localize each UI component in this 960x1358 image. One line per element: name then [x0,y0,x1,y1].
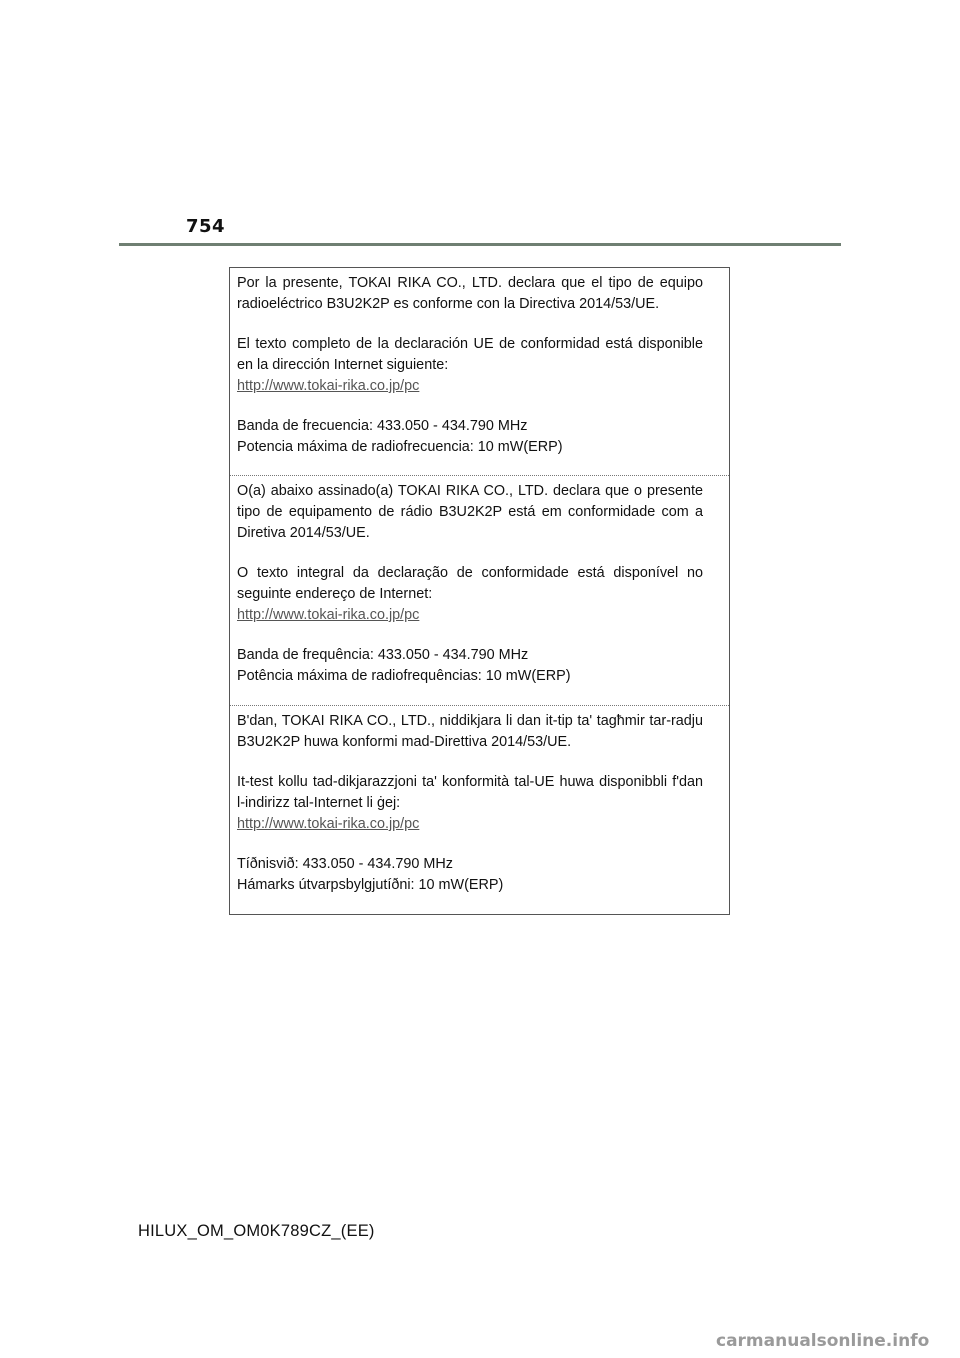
spec-block [237,416,703,458]
declaration-link[interactable]: http://www.tokai-rika.co.jp/pc [237,378,420,394]
declaration-text: B'dan, TOKAI RIKA CO., LTD., niddikjara li dan it-tip ta' tagħmir tar-radju B3U2K2P huwa konformi mad-Direttiva 2014/53/UE. [237,713,703,750]
power-text: Potencia máxima de radiofrecuencia: 10 mW(ERP) [237,439,563,455]
declaration-text: O(a) abaixo assinado(a) TOKAI RIKA CO., LTD. declara que o presente tipo de equipamento de rádio B3U2K2P está em conformidade com a Diretiva 2014/53/UE. [237,483,703,541]
declaration-section-portuguese [230,476,729,706]
availability-text: O texto integral da declaração de conformidade está disponível no seguinte endereço de Internet: [237,565,703,602]
availability-block [237,563,703,626]
declaration-box [229,267,730,915]
frequency-text: Banda de frequência: 433.050 - 434.790 MHz [237,647,529,663]
frequency-text: Tíðnisvið: 433.050 - 434.790 MHz [237,856,453,872]
spec-block [237,645,703,687]
declaration-section-spanish [230,268,729,476]
availability-block [237,772,703,835]
watermark: carmanualsonline.info [716,1331,930,1351]
header-rule [119,243,841,246]
spec-block [237,854,703,896]
power-text: Potência máxima de radiofrequências: 10 mW(ERP) [237,668,571,684]
declaration-link[interactable]: http://www.tokai-rika.co.jp/pc [237,607,420,623]
availability-block [237,334,703,397]
frequency-text: Banda de frecuencia: 433.050 - 434.790 MHz [237,418,528,434]
availability-text: It-test kollu tad-dikjarazzjoni ta' konformità tal-UE huwa disponibbli f'dan l-indirizz tal-Internet li ġej: [237,774,703,811]
declaration-section-maltese [230,706,729,914]
page-number: 754 [186,216,226,237]
document-code-footer: HILUX_OM_OM0K789CZ_(EE) [138,1222,375,1240]
declaration-link[interactable]: http://www.tokai-rika.co.jp/pc [237,816,420,832]
power-text: Hámarks útvarpsbylgjutíðni: 10 mW(ERP) [237,877,504,893]
declaration-text: Por la presente, TOKAI RIKA CO., LTD. declara que el tipo de equipo radioeléctrico B3U2K2P es conforme con la Directiva 2014/53/UE. [237,275,703,312]
availability-text: El texto completo de la declaración UE de conformidad está disponible en la dirección Internet siguiente: [237,336,703,373]
